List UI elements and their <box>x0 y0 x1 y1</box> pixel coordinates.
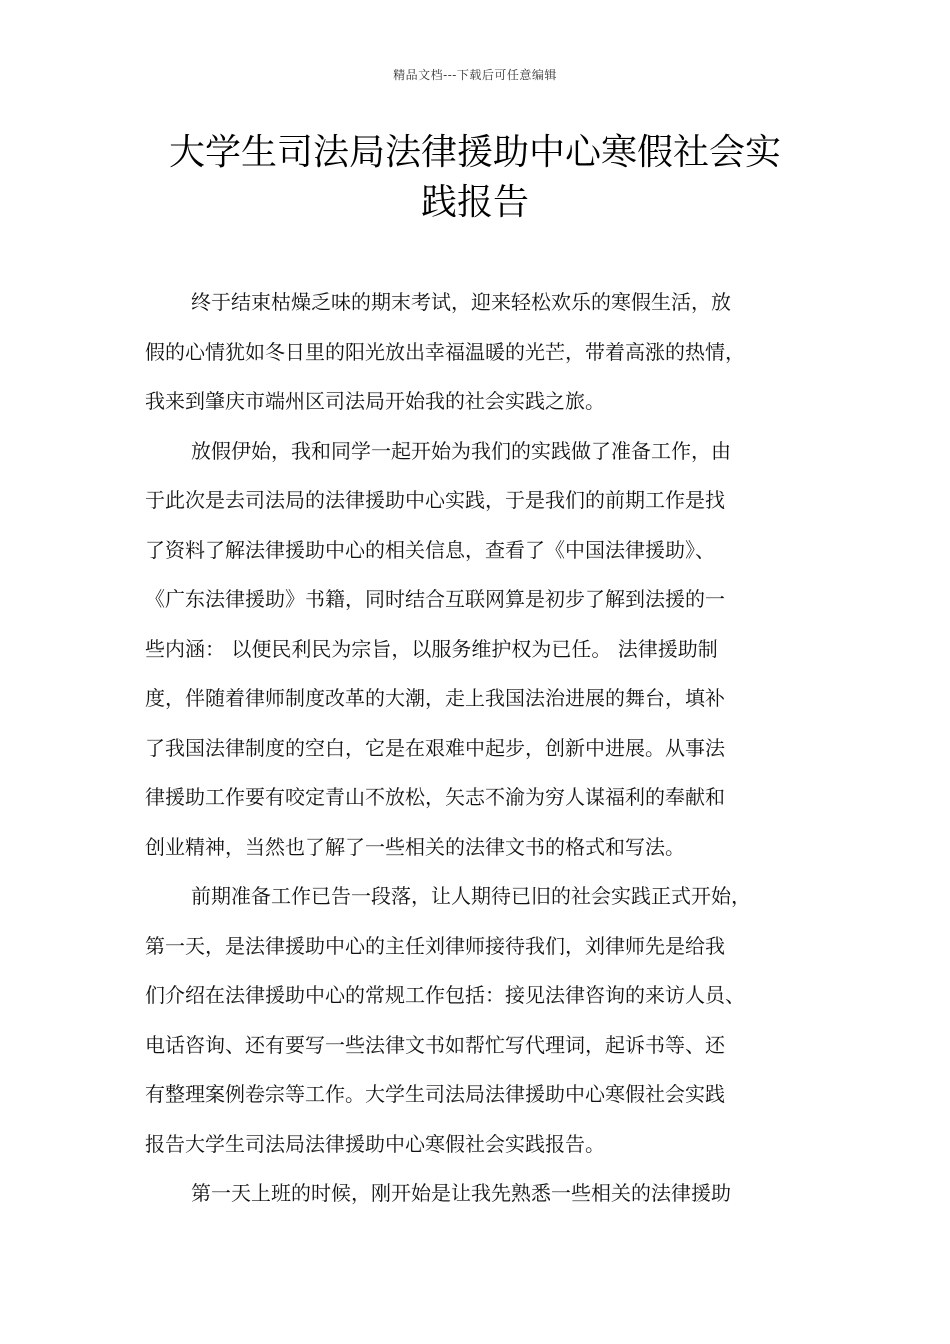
title-line-2: 践报告 <box>420 182 529 223</box>
paragraph-1 <box>145 278 835 427</box>
paragraph-line: 有整理案例卷宗等工作。大学生司法局法律援助中心寒假社会实践 <box>145 1082 725 1106</box>
title-line-1: 大学生司法局法律援助中心寒假社会实 <box>168 132 781 173</box>
paragraph-line: 们介绍在法律援助中心的常规工作包括：接见法律咨询的来访人员、 <box>145 983 745 1007</box>
header-note: 精品文档---下载后可任意编辑 <box>393 68 557 82</box>
paragraph-line: 放假伊始，我和同学一起开始为我们的实践做了准备工作，由 <box>191 438 731 463</box>
paragraph-line: 我来到肇庆市端州区司法局开始我的社会实践之旅。 <box>145 389 605 413</box>
paragraph-line: 假的心情犹如冬日里的阳光放出幸福温暖的光芒，带着高涨的热情， <box>145 339 745 364</box>
paragraph-line: 些内涵： 以便民利民为宗旨，以服务维护权为已任。 法律援助制 <box>145 636 718 661</box>
paragraph-line: 前期准备工作已告一段落，让人期待已旧的社会实践正式开始， <box>191 884 751 908</box>
document-title <box>130 128 820 228</box>
paragraph-line: 创业精神，当然也了解了一些相关的法律文书的格式和写法。 <box>145 834 685 859</box>
paragraph-line: 终于结束枯燥乏味的期末考试，迎来轻松欢乐的寒假生活，放 <box>191 290 731 314</box>
paragraph-line: 了我国法律制度的空白，它是在艰难中起步，创新中进展。从事法 <box>145 735 725 760</box>
paragraph-3 <box>145 872 835 1169</box>
paragraph-line: 度，伴随着律师制度改革的大潮，走上我国法治进展的舞台，填补 <box>145 686 725 710</box>
paragraph-line: 报告大学生司法局法律援助中心寒假社会实践报告。 <box>145 1131 605 1156</box>
paragraph-line: 电话咨询、还有要写一些法律文书如帮忙写代理词，起诉书等、还 <box>145 1032 725 1057</box>
paragraph-line: 第一天，是法律援助中心的主任刘律师接待我们，刘律师先是给我 <box>145 933 725 958</box>
paragraph-line: 了资料了解法律援助中心的相关信息，查看了《中国法律援助》、 <box>145 537 715 562</box>
paragraph-4 <box>145 1169 835 1219</box>
paragraph-line: 第一天上班的时候，刚开始是让我先熟悉一些相关的法律援助 <box>191 1181 731 1205</box>
document-body <box>145 278 835 1219</box>
paragraph-2 <box>145 427 835 873</box>
paragraph-line: 律援助工作要有咬定青山不放松，矢志不渝为穷人谋福利的奉献和 <box>145 785 725 809</box>
paragraph-line: 《广东法律援助》书籍，同时结合互联网算是初步了解到法援的一 <box>145 587 725 611</box>
paragraph-line: 于此次是去司法局的法律援助中心实践，于是我们的前期工作是找 <box>145 488 725 512</box>
